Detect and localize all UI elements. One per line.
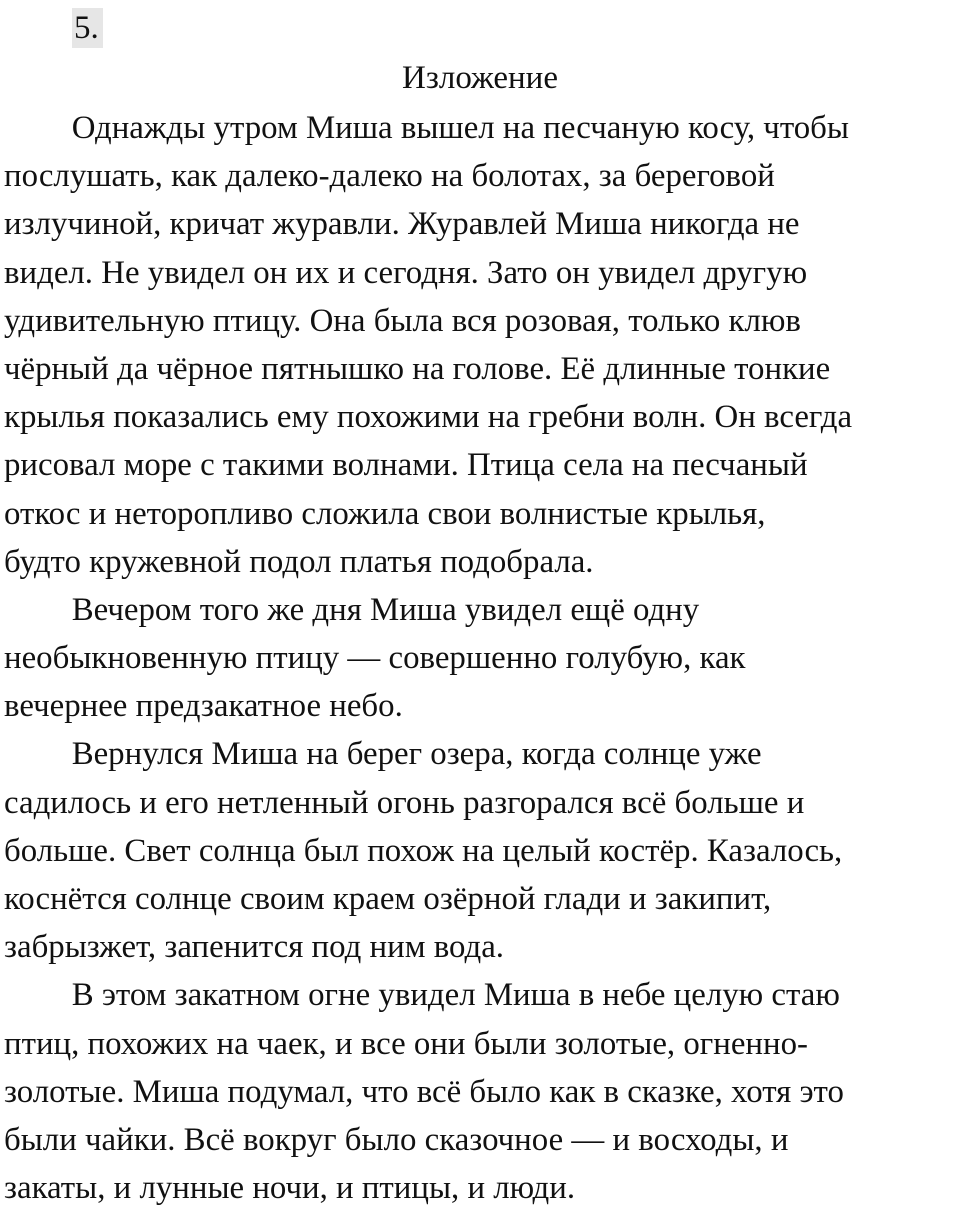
text-line: Вернулся Миша на берег озера, когда солнце уже (71, 736, 762, 773)
text-line: послушать, как далеко-далеко на болотах, за береговой (4, 158, 775, 195)
text-line: чёрный да чёрное пятнышко на голове. Её длинные тонкие (4, 350, 831, 387)
document-title-text: Изложение (402, 60, 558, 96)
text-line: забрызжет, запенится под ним вода. (4, 929, 505, 966)
text-line: крылья показались ему похожими на гребни волн. Он всегда (4, 399, 853, 436)
text-line: вечернее предзакатное небо. (4, 688, 403, 725)
text-line: рисовал море с такими волнами. Птица села на песчаный (4, 447, 808, 484)
text-line: птиц, похожих на чаек, и все они были золотые, огненно- (4, 1025, 808, 1062)
text-line: были чайки. Всё вокруг было сказочное — и восходы, и (4, 1121, 789, 1158)
document-title (0, 56, 960, 100)
text-line: садилось и его нетленный огонь разгорался всё больше и (4, 784, 805, 821)
text-line: излучиной, кричат журавли. Журавлей Миша никогда не (4, 206, 800, 243)
text-line: Однажды утром Миша вышел на песчаную косу, чтобы (71, 110, 849, 146)
task-number: 5. (72, 8, 103, 48)
text-line: закаты, и лунные ночи, и птицы, и люди. (4, 1170, 576, 1207)
text-line: необыкновенную птицу — совершенно голубую, как (4, 640, 746, 677)
text-line: видел. Не увидел он их и сегодня. Зато он увидел другую (4, 254, 808, 291)
text-line: коснётся солнце своим краем озёрной глади и закипит, (4, 881, 772, 917)
text-line: В этом закатном огне увидел Миша в небе целую стаю (71, 977, 840, 1014)
text-line: удивительную птицу. Она была вся розовая, только клюв (4, 302, 801, 339)
text-line: откос и неторопливо сложила свои волнистые крылья, (4, 495, 766, 532)
text-line: больше. Свет солнца был похож на целый костёр. Казалось, (4, 832, 843, 869)
text-line: золотые. Миша подумал, что всё было как в сказке, хотя это (4, 1073, 844, 1110)
text-line: будто кружевной подол платья подобрала. (4, 543, 594, 580)
text-line: Вечером того же дня Миша увидел ещё одну (71, 591, 700, 628)
document-body (4, 104, 960, 1212)
